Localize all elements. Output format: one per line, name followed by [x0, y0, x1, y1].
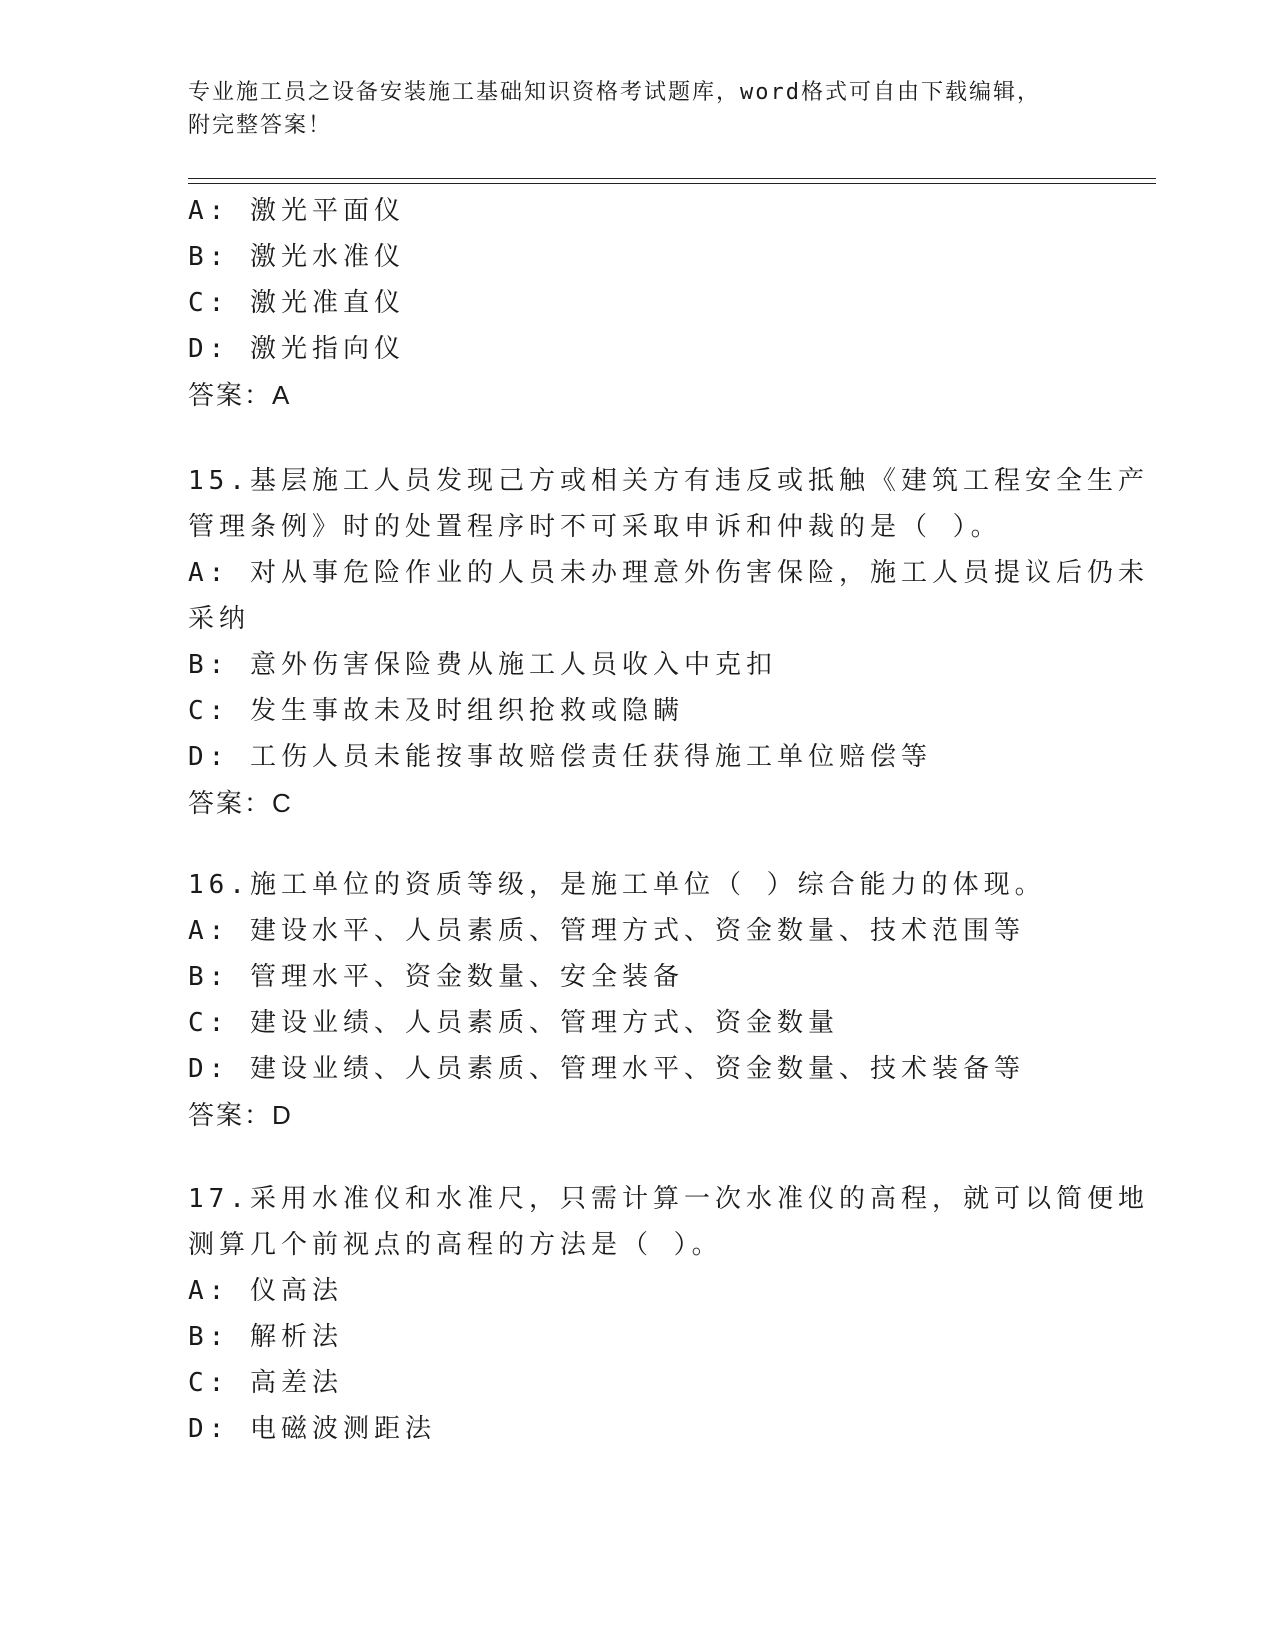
question-17-option-a: A: 仪高法: [188, 1276, 343, 1306]
question-15-option-c: C: 发生事故未及时组织抢救或隐瞒: [188, 696, 684, 726]
question-14-option-b: B: 激光水准仪: [188, 242, 405, 272]
question-16-option-b: B: 管理水平、资金数量、安全装备: [188, 962, 684, 992]
question-15-stem-line-1: 15.基层施工人员发现己方或相关方有违反或抵触《建筑工程安全生产: [188, 466, 1149, 496]
question-17-stem-line-1: 17.采用水准仪和水准尺，只需计算一次水准仪的高程，就可以简便地: [188, 1184, 1149, 1214]
header-divider-bottom: [188, 183, 1156, 184]
question-17-option-d: D: 电磁波测距法: [188, 1414, 436, 1444]
question-14-option-a: A: 激光平面仪: [188, 196, 405, 226]
question-16-answer: 答案：D: [188, 1100, 293, 1130]
question-15-block: [188, 458, 1149, 826]
question-15-answer: 答案：C: [188, 788, 293, 818]
header-line-1: 专业施工员之设备安装施工基础知识资格考试题库，word格式可自由下载编辑，: [188, 80, 1041, 105]
question-14-option-c: C: 激光准直仪: [188, 288, 405, 318]
question-17-option-c: C: 高差法: [188, 1368, 343, 1398]
question-17-option-b: B: 解析法: [188, 1322, 343, 1352]
question-16-block: [188, 862, 1088, 1138]
question-16-option-c: C: 建设业绩、人员素质、管理方式、资金数量: [188, 1008, 839, 1038]
question-14-option-d: D: 激光指向仪: [188, 334, 405, 364]
document-header: [188, 76, 1088, 142]
header-line-2: 附完整答案！: [188, 113, 333, 138]
question-15-stem-line-2: 管理条例》时的处置程序时不可采取申诉和仲裁的是（ ）。: [188, 512, 1002, 542]
question-17-block: [188, 1176, 1149, 1452]
question-16-option-a: A: 建设水平、人员素质、管理方式、资金数量、技术范围等: [188, 916, 1025, 946]
question-15-option-a-line-2: 采纳: [188, 604, 251, 634]
question-15-option-d: D: 工伤人员未能按事故赔偿责任获得施工单位赔偿等: [188, 742, 932, 772]
question-14-block: [188, 188, 1088, 418]
header-divider-top: [188, 178, 1156, 179]
question-14-answer: 答案：A: [188, 380, 292, 410]
question-17-stem-line-2: 测算几个前视点的高程的方法是（ ）。: [188, 1230, 723, 1260]
question-15-option-a-line-1: A: 对从事危险作业的人员未办理意外伤害保险，施工人员提议后仍未: [188, 558, 1149, 588]
question-15-option-b: B: 意外伤害保险费从施工人员收入中克扣: [188, 650, 777, 680]
question-16-option-d: D: 建设业绩、人员素质、管理水平、资金数量、技术装备等: [188, 1054, 1025, 1084]
question-16-stem: 16.施工单位的资质等级，是施工单位（ ）综合能力的体现。: [188, 870, 1046, 900]
